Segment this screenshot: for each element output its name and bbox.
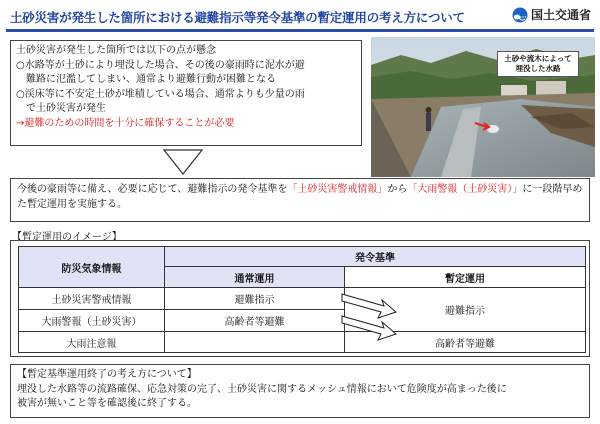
concern-line-2: 難路に氾濫してしまい、通常より避難行動が困難となる	[16, 74, 276, 85]
mlit-emblem-icon	[512, 7, 528, 23]
image-section-label: 【暫定運用のイメージ】	[12, 232, 122, 243]
row-normal-elderly: 高齢者等避難	[164, 309, 345, 332]
row-info-heavy-rain-advisory: 大雨注意報	[18, 331, 165, 353]
page-title: 土砂災害が発生した箇所における避難指示等発令基準の暫定運用の考え方について	[10, 10, 465, 25]
col-header-temp: 暫定運用	[344, 266, 586, 288]
concerns-intro: 土砂災害が発生した箇所では以下の点が懸念	[16, 45, 216, 56]
photo-caption	[497, 51, 579, 77]
policy-highlight-2: 「大雨警報（土砂災害）」	[407, 184, 523, 195]
policy-text-3: に一段階早めた暫定運用を実施する。	[17, 184, 583, 210]
end-label: 【暫定基準運用終了の考え方について】	[17, 369, 197, 380]
concerns-conclusion: →避難のための時間を十分に確保することが必要	[16, 117, 235, 129]
concern-line-4: で土砂災害が発生	[16, 103, 106, 114]
row-info-landslide-warning: 土砂災害警戒情報	[18, 287, 165, 310]
end-line-1: 埋没した水路等の流路確保、応急対策の完了、土砂災害に関するメッシュ情報において危険度が高まった後に	[17, 383, 507, 395]
policy-text-2: から	[387, 184, 408, 195]
logo-text: 国土交通省	[531, 8, 592, 22]
col-header-normal: 通常運用	[164, 266, 345, 288]
end-criteria-box	[10, 364, 590, 418]
concerns-box	[10, 40, 362, 146]
concern-line-3: ○渓床等に不安定土砂が堆積している場合、通常よりも少量の雨	[16, 88, 305, 100]
down-arrow-icon	[163, 149, 203, 175]
policy-highlight-1: 「土砂災害警戒情報」	[287, 184, 388, 195]
col-header-info: 防災気象情報	[18, 246, 165, 288]
shift-arrow-icon	[340, 314, 398, 354]
mlit-logo	[512, 6, 591, 23]
col-header-criteria: 発令基準	[164, 246, 586, 267]
temp-evacuation: 避難指示	[344, 287, 586, 332]
policy-box	[10, 178, 590, 222]
policy-text-1: 今後の豪雨等に備え、必要に応じて、避難指示の発令基準を	[17, 184, 288, 195]
photo-caption-line-2: 埋没した水路	[515, 64, 561, 73]
temp-elderly: 高齢者等避難	[344, 331, 586, 353]
photo-caption-line-1: 土砂や流木によって	[504, 54, 572, 63]
end-line-2: 被害が無いこと等を確認後に終了する。	[17, 398, 197, 409]
row-normal-evacuation: 避難指示	[164, 287, 345, 310]
row-info-heavy-rain-warning: 大雨警報（土砂災害）	[18, 309, 165, 332]
concern-line-1: ○水路等が土砂により埋没した場合、その後の豪雨時に泥水が避	[16, 59, 305, 71]
row-normal-empty	[164, 331, 345, 353]
title-rule	[6, 29, 594, 32]
